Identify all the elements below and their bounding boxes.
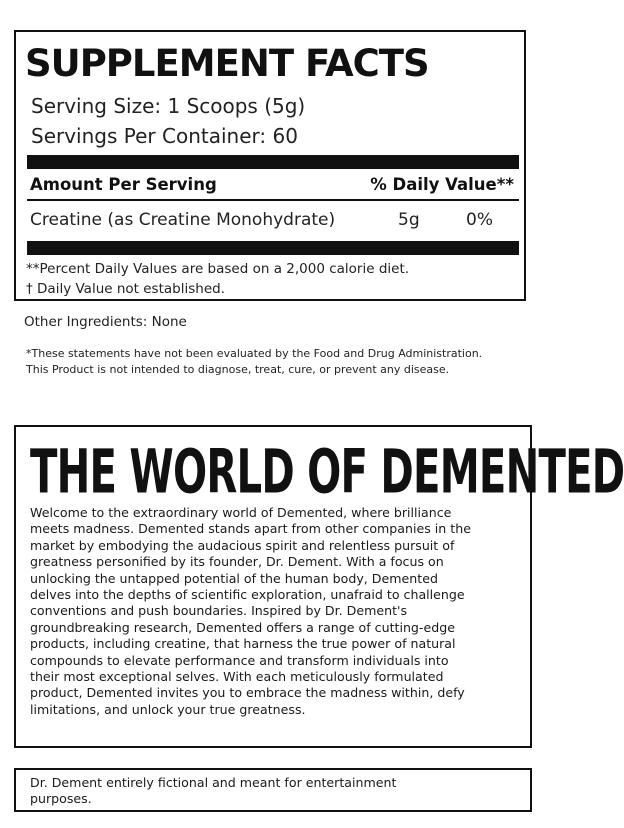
body-line: compounds to elevate performance and transform individuals into [30,652,449,668]
amount-per-serving-header: Amount Per Serving [30,175,217,194]
body-line: products, including creatine, that harness the true power of natural [30,636,456,652]
body-line: greatness personified by its founder, Dr. Dement. With a focus on [30,554,444,570]
thick-divider [27,241,519,255]
body-line: unlocking the untapped potential of the human body, Demented [30,570,438,586]
world-of-demented-panel [14,425,624,748]
ingredient-name: Creatine (as Creatine Monohydrate) [30,210,336,230]
world-title: THE WORLD OF DEMENTED [30,435,624,508]
fiction-note [30,775,510,807]
ingredient-daily-value: 0% [466,210,493,230]
fda-disclaimer [26,346,542,377]
body-line: groundbreaking research, Demented offers a range of cutting-edge [30,619,455,635]
body-line: market by embodying the audacious spirit and relentless pursuit of [30,537,455,553]
serving-size: Serving Size: 1 Scoops (5g) [31,94,306,118]
body-line: limitations, and unlock your true greatness. [30,701,306,717]
thin-divider [27,199,519,201]
supplement-facts-panel [14,30,526,301]
disclaimer-line: This Product is not intended to diagnose, treat, cure, or prevent any disease. [26,362,450,376]
thick-divider [27,155,519,169]
ingredient-amount: 5g [398,210,420,230]
body-line: delves into the depths of scientific exploration, unafraid to challenge [30,587,465,603]
fiction-note-line: purposes. [30,791,92,806]
other-ingredients: Other Ingredients: None [24,314,187,330]
daily-value-header: % Daily Value** [370,175,514,194]
body-line: meets madness. Demented stands apart from other companies in the [30,521,471,537]
fiction-note-line: Dr. Dement entirely fictional and meant for entertainment [30,775,397,790]
body-line: conventions and push boundaries. Inspired by Dr. Dement's [30,603,408,619]
body-line: product, Demented invites you to embrace the madness within, defy [30,685,465,701]
supplement-facts-title: SUPPLEMENT FACTS [25,42,429,85]
footnote-not-established: † Daily Value not established. [26,281,225,297]
body-line: their most exceptional selves. With each meticulously formulated [30,669,444,685]
servings-per-container: Servings Per Container: 60 [31,124,298,148]
disclaimer-line: *These statements have not been evaluated by the Food and Drug Administration. [26,347,483,360]
world-body [30,505,526,718]
fiction-note-panel [14,768,532,812]
body-line: Welcome to the extraordinary world of Demented, where brilliance [30,505,452,520]
footnote-daily-values: **Percent Daily Values are based on a 2,000 calorie diet. [26,261,410,277]
